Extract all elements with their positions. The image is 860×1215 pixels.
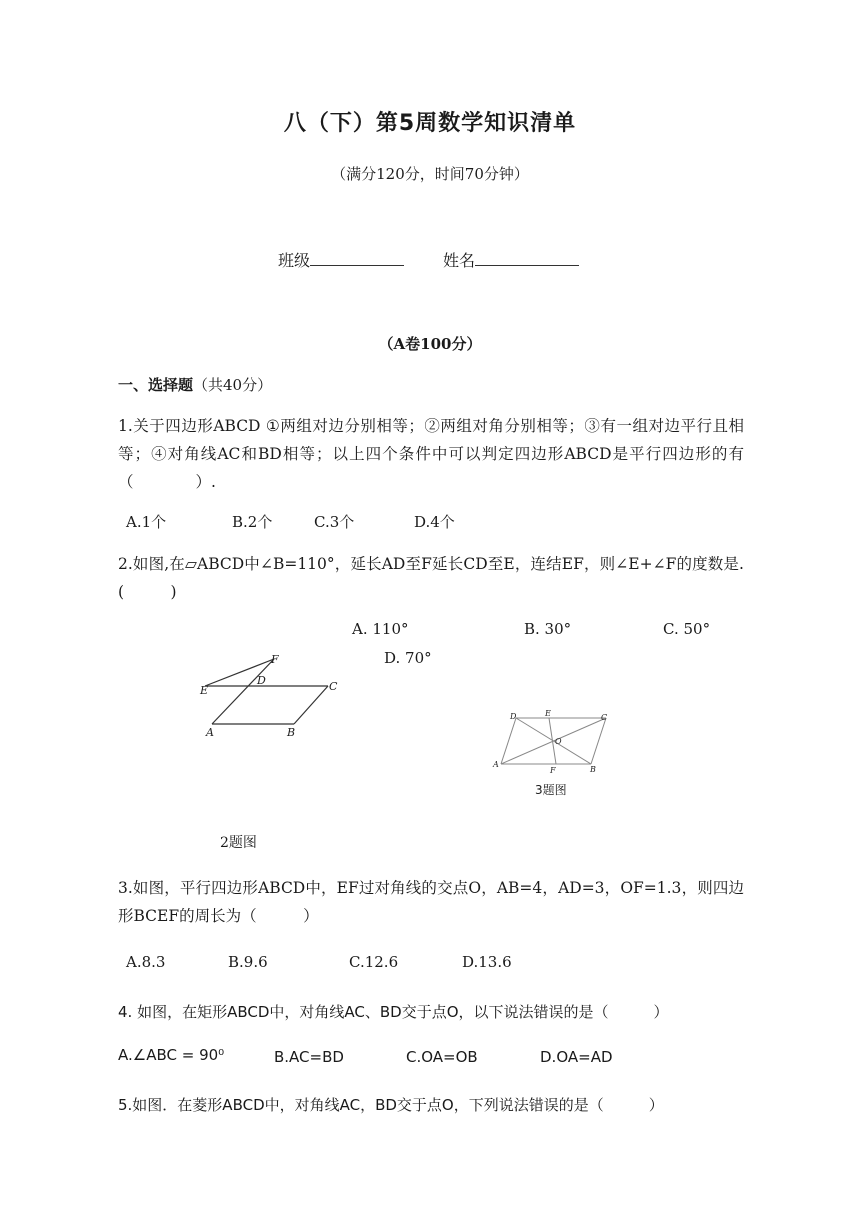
q1-option-b[interactable]: B.2个 [232,513,273,531]
q3-option-b[interactable]: B.9.6 [228,953,268,971]
question-5-text: 5.如图．在菱形ABCD中，对角线AC，BD交于点O，下列说法错误的是（ ） [118,1096,664,1114]
q1-option-a[interactable]: A.1个 [126,513,167,531]
label-f: F [271,653,279,666]
diagonal-bd [516,718,591,764]
q4-option-d[interactable]: D.OA=AD [540,1048,613,1066]
label-a: A [493,760,499,769]
question-4-text: 4. 如图，在矩形ABCD中，对角线AC、BD交于点O，以下说法错误的是（ ） [118,1003,669,1021]
label-b: B [287,726,296,739]
label-o: O [555,737,562,746]
q2-figure [195,650,345,745]
question-2-text: 2.如图,在▱ABCD中∠B=110°，延长AD至F延长CD至E，连结EF，则∠E+∠F的度数是.( ) [118,555,744,601]
name-blank[interactable] [475,251,579,266]
subtitle: （满分120分，时间70分钟） [331,165,529,183]
label-c: C [329,680,338,693]
label-d: D [257,674,266,687]
class-label: 班级 [278,251,311,270]
part1-heading [118,374,272,395]
label-b: B [590,765,596,774]
label-d: D [510,712,517,721]
edge-af [212,659,274,724]
q3-option-d[interactable]: D.13.6 [462,953,512,971]
edge-bc [591,718,606,764]
edge-ad [501,718,516,764]
label-e: E [200,684,209,697]
q1-option-d[interactable]: D.4个 [414,513,455,531]
q4-option-a[interactable]: A.∠ABC = 90⁰ [118,1046,225,1064]
q2-option-a[interactable]: A. 110° [352,620,409,638]
name-field[interactable] [443,248,579,271]
name-label: 姓名 [443,251,476,270]
q2-option-c[interactable]: C. 50° [663,620,711,638]
part1-points: （共40分） [193,376,273,394]
class-field[interactable] [278,248,404,271]
page-title: 八（下）第5周数学知识清单 [283,111,577,136]
q3-option-a[interactable]: A.8.3 [126,953,166,971]
q3-option-c[interactable]: C.12.6 [349,953,399,971]
question-3-text: 3.如图，平行四边形ABCD中，EF过对角线的交点O，AB=4，AD=3，OF=1.3，则四边形BCEF的周长为（ ） [118,879,744,925]
q3-figure [488,708,618,778]
q3-figure-lines [501,718,606,764]
q3-figure-caption: 3题图 [535,783,567,797]
label-a: A [206,726,214,739]
q2-option-d[interactable]: D. 70° [384,649,432,667]
label-e: E [545,709,551,718]
q2-option-b[interactable]: B. 30° [524,620,572,638]
edge-bc [294,686,328,724]
q1-option-c[interactable]: C.3个 [314,513,355,531]
class-blank[interactable] [310,251,404,266]
label-f: F [550,766,556,775]
q4-option-b[interactable]: B.AC=BD [274,1048,344,1066]
question-1-text: 1.关于四边形ABCD ①两组对边分别相等；②两组对角分别相等；③有一组对边平行且相等；④对角线AC和BD相等；以上四个条件中可以判定四边形ABCD是平行四边形的有（ ）. [118,417,744,491]
label-c: C [601,713,608,722]
part1-title: 一、选择题 [118,376,194,394]
q4-option-c[interactable]: C.OA=OB [406,1048,478,1066]
section-a-heading: （A卷100分） [378,335,482,353]
q2-figure-lines [205,659,328,724]
q2-figure-caption: 2题图 [220,835,257,851]
